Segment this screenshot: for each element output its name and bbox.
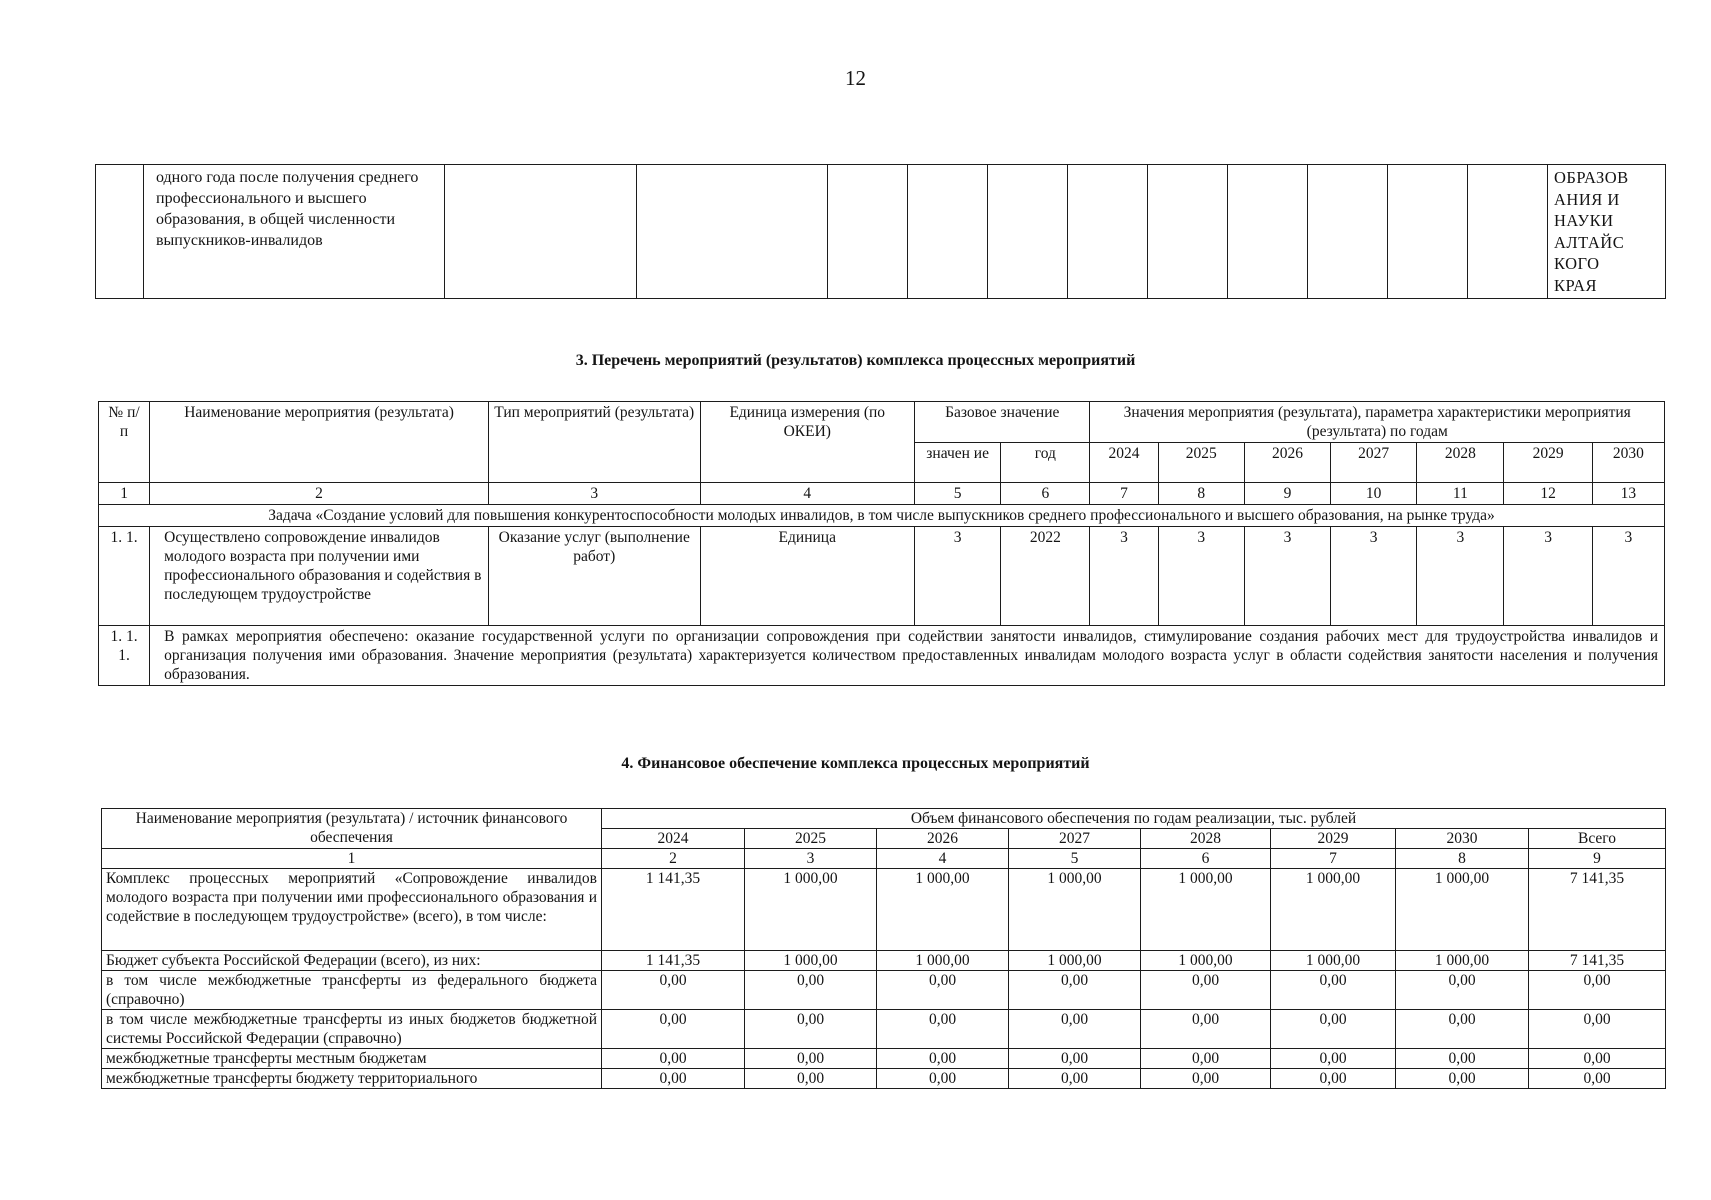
blank-cell [828,165,908,299]
header-year: 2025 [745,829,877,849]
col-number: 12 [1504,483,1592,505]
col-number: 9 [1244,483,1330,505]
blank-cell [908,165,988,299]
financing-value: 0,00 [877,1010,1009,1049]
measure-type: Оказание услуг (выполнение работ) [488,527,700,626]
org-line: ОБРАЗОВ [1554,168,1629,187]
financing-value: 0,00 [1396,1010,1529,1049]
year-value: 3 [1090,527,1158,626]
financing-value: 0,00 [877,1069,1009,1089]
year-value: 3 [1592,527,1664,626]
header-yearly-values: Значения мероприятия (результата), параметра характеристики мероприятия (результата) по годам [1090,402,1665,443]
continuation-table [95,164,1666,299]
financing-value: 0,00 [1009,1049,1141,1069]
financing-value: 0,00 [602,1010,745,1049]
org-line: НАУКИ [1554,211,1614,230]
financing-total: 7 141,35 [1529,869,1666,951]
year-value: 3 [1417,527,1504,626]
note-num: 1. 1. 1. [99,626,150,686]
col-number: 5 [915,483,1001,505]
financing-total: 0,00 [1529,971,1666,1010]
blank-cell [1308,165,1388,299]
financing-total: 7 141,35 [1529,951,1666,971]
measure-description: В рамках мероприятия обеспечено: оказание государственной услуги по организации сопровождения при содействии занятости инвалидов, стимулирование создания рабочих мест для трудоустройства инвалидов и организация получения ими образования. Значение мероприятия (результата) характеризуется количеством предоставленных инвалидам молодого возраста услуг в области содействия занятости населения и получения образования. [150,626,1665,686]
col-number: 7 [1271,849,1396,869]
financing-value: 1 000,00 [745,869,877,951]
measures-table [98,401,1665,686]
financing-value: 1 000,00 [745,951,877,971]
base-year: 2022 [1001,527,1090,626]
financing-value: 0,00 [1271,971,1396,1010]
financing-row-name: межбюджетные трансферты местным бюджетам [102,1049,602,1069]
year-value: 3 [1158,527,1244,626]
financing-value: 1 000,00 [1396,869,1529,951]
financing-value: 0,00 [602,1049,745,1069]
blank-cell [1388,165,1468,299]
financing-value: 1 000,00 [1009,951,1141,971]
measure-unit: Единица [700,527,915,626]
financing-value: 0,00 [1141,971,1271,1010]
financing-row-name: в том числе межбюджетные трансферты из федерального бюджета (справочно) [102,971,602,1010]
financing-total: 0,00 [1529,1069,1666,1089]
financing-value: 1 000,00 [1141,869,1271,951]
header-num: № п/ п [99,402,150,483]
blank-cell [1468,165,1548,299]
blank-cell [1068,165,1148,299]
year-value: 3 [1244,527,1330,626]
financing-value: 1 000,00 [1271,951,1396,971]
header-year: 2024 [1090,443,1158,483]
col-number: 7 [1090,483,1158,505]
col-number: 8 [1158,483,1244,505]
header-total: Всего [1529,829,1666,849]
financing-value: 0,00 [1396,1069,1529,1089]
section-3-title: 3. Перечень мероприятий (результатов) комплекса процессных мероприятий [575,352,1136,369]
col-number: 13 [1592,483,1664,505]
header-base-year: год [1001,443,1090,483]
col-number: 10 [1331,483,1417,505]
col-number: 2 [150,483,489,505]
col-number: 1 [99,483,150,505]
financing-value: 0,00 [877,971,1009,1010]
col-number: 6 [1001,483,1090,505]
financing-value: 1 141,35 [602,951,745,971]
financing-value: 0,00 [745,1049,877,1069]
financing-value: 1 000,00 [1141,951,1271,971]
header-year: 2024 [602,829,745,849]
blank-cell [988,165,1068,299]
financing-value: 0,00 [1141,1010,1271,1049]
financing-value: 0,00 [745,971,877,1010]
col-number: 5 [1009,849,1141,869]
col-number: 2 [602,849,745,869]
year-value: 3 [1504,527,1592,626]
blank-cell [1148,165,1228,299]
header-base-value: Базовое значение [915,402,1090,443]
measure-name: Осуществлено сопровождение инвалидов молодого возраста при получении ими профессионального образования и содействия в последующем трудоустройстве [150,527,489,626]
row-num: 1. 1. [99,527,150,626]
blank-cell [445,165,637,299]
financing-value: 0,00 [602,1069,745,1089]
header-base-value-value: значен ие [915,443,1001,483]
responsible-organization-cell [1548,165,1666,299]
financing-value: 0,00 [745,1010,877,1049]
financing-total: 0,00 [1529,1010,1666,1049]
year-value: 3 [1331,527,1417,626]
header-year: 2030 [1592,443,1664,483]
org-line: АЛТАЙС [1554,232,1625,252]
header-financing-volume: Объем финансового обеспечения по годам реализации, тыс. рублей [602,809,1666,829]
financing-value: 0,00 [1009,971,1141,1010]
col-number: 6 [1141,849,1271,869]
header-year: 2027 [1331,443,1417,483]
page-number: 12 [845,66,866,90]
task-row: Задача «Создание условий для повышения конкурентоспособности молодых инвалидов, в том числе выпускников среднего профессионального и высшего образования, на рынке труда» [99,505,1665,527]
blank-cell [1228,165,1308,299]
base-value: 3 [915,527,1001,626]
financing-total: 0,00 [1529,1049,1666,1069]
financing-value: 0,00 [1271,1069,1396,1089]
financing-value: 0,00 [1141,1069,1271,1089]
financing-value: 1 000,00 [1271,869,1396,951]
financing-row-name: Комплекс процессных мероприятий «Сопровождение инвалидов молодого возраста при получении ими профессионального образования и содействие в последующем трудоустройстве» (всего), в том числе: [102,869,602,951]
financing-value: 0,00 [1396,971,1529,1010]
financing-row-name: в том числе межбюджетные трансферты из иных бюджетов бюджетной системы Российской Федерации (справочно) [102,1010,602,1049]
blank-cell [96,165,144,299]
header-year: 2029 [1504,443,1592,483]
financing-value: 0,00 [1009,1069,1141,1089]
col-number: 9 [1529,849,1666,869]
col-number: 11 [1417,483,1504,505]
financing-value: 0,00 [877,1049,1009,1069]
financing-value: 0,00 [1396,1049,1529,1069]
header-year: 2027 [1009,829,1141,849]
financing-value: 1 000,00 [1009,869,1141,951]
org-line: КОГО [1554,254,1600,273]
financing-row-name: межбюджетные трансферты бюджету территориального [102,1069,602,1089]
financing-value: 0,00 [1141,1049,1271,1069]
indicator-name-cell: одного года после получения среднего профессионального и высшего образования, в общей численности выпускников-инвалидов [144,165,445,299]
financing-value: 1 000,00 [877,951,1009,971]
header-unit: Единица измерения (по ОКЕИ) [700,402,915,483]
financing-row-name: Бюджет субъекта Российской Федерации (всего), из них: [102,951,602,971]
header-measure-name: Наименование мероприятия (результата) [150,402,489,483]
header-year: 2026 [877,829,1009,849]
section-4-title: 4. Финансовое обеспечение комплекса процессных мероприятий [621,755,1090,772]
blank-cell [637,165,828,299]
header-year: 2028 [1417,443,1504,483]
header-year: 2026 [1244,443,1330,483]
financing-value: 1 141,35 [602,869,745,951]
header-year: 2030 [1396,829,1529,849]
financing-value: 0,00 [1271,1049,1396,1069]
financing-value: 1 000,00 [877,869,1009,951]
col-number: 3 [488,483,700,505]
col-number: 4 [700,483,915,505]
header-source-name: Наименование мероприятия (результата) / источник финансового обеспечения [102,809,602,849]
org-line: КРАЯ [1554,275,1597,295]
org-line: АНИЯ И [1554,189,1620,209]
financing-value: 0,00 [1009,1010,1141,1049]
header-measure-type: Тип мероприятий (результата) [488,402,700,483]
header-year: 2029 [1271,829,1396,849]
financing-value: 0,00 [745,1069,877,1089]
financing-value: 0,00 [602,971,745,1010]
financing-value: 1 000,00 [1396,951,1529,971]
col-number: 4 [877,849,1009,869]
col-number: 3 [745,849,877,869]
header-year: 2028 [1141,829,1271,849]
col-number: 8 [1396,849,1529,869]
col-number: 1 [102,849,602,869]
header-year: 2025 [1158,443,1244,483]
financing-table [101,808,1666,1089]
financing-value: 0,00 [1271,1010,1396,1049]
